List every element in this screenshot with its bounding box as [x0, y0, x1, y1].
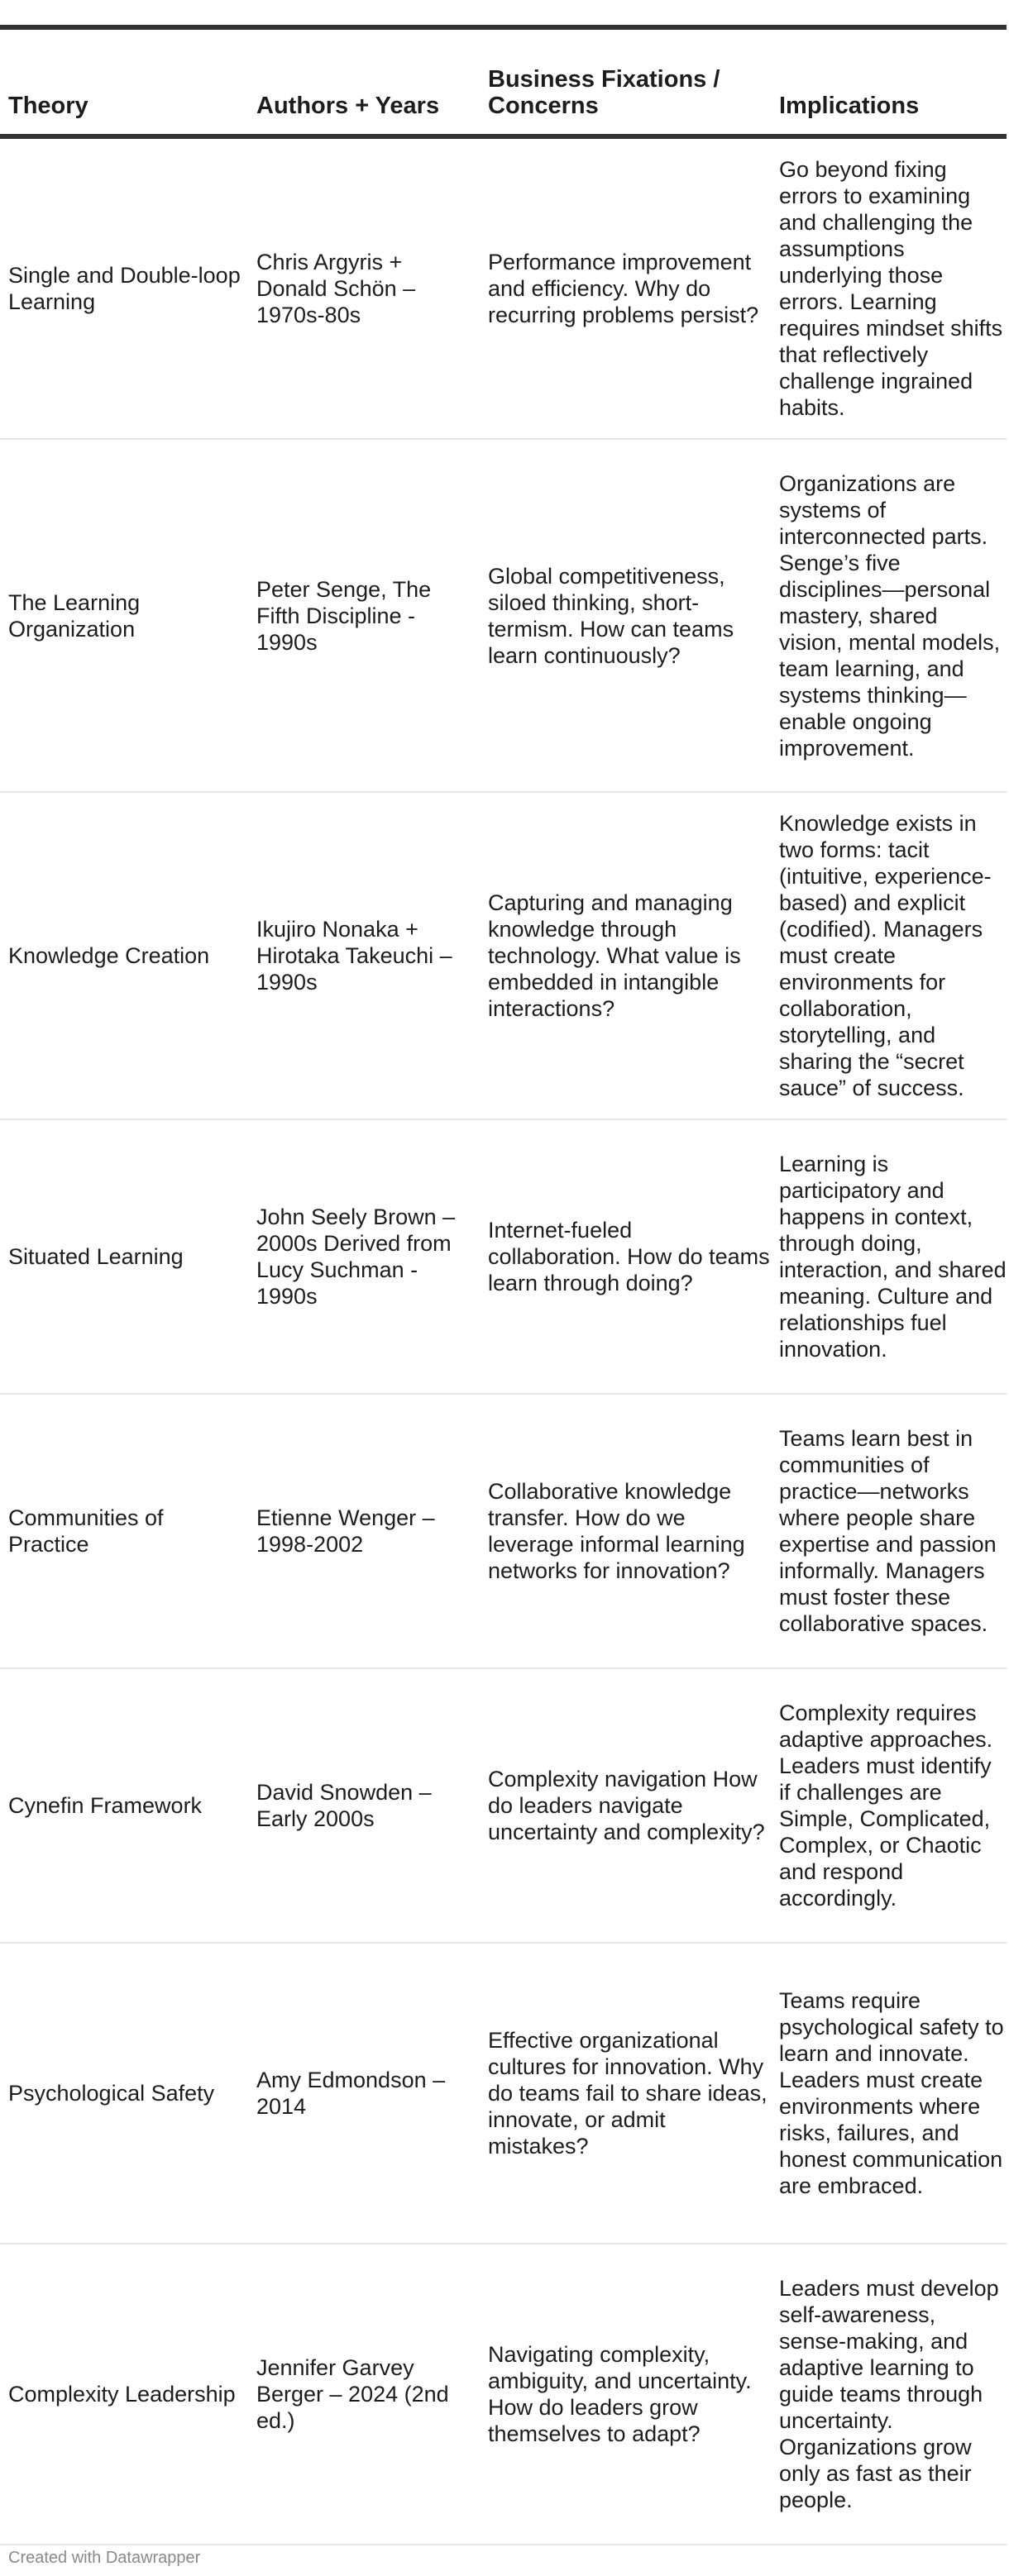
cell-theory: Cynefin Framework — [0, 1668, 248, 1943]
cell-authors: David Snowden – Early 2000s — [248, 1668, 480, 1943]
cell-authors: Amy Edmondson – 2014 — [248, 1943, 480, 2244]
table-row — [0, 439, 1007, 792]
cell-implications: Go beyond fixing errors to examining and challenging the assumptions underlying those errors. Learning requires mindset shifts that reflectively challenge ingrained habits. — [777, 136, 1007, 439]
theories-table — [0, 30, 1007, 2545]
cell-authors: Peter Senge, The Fifth Discipline - 1990s — [248, 439, 480, 792]
table-row — [0, 1119, 1007, 1394]
cell-theory: The Learning Organization — [0, 439, 248, 792]
table-row — [0, 1943, 1007, 2244]
header-implications: Implications — [777, 30, 1007, 136]
cell-authors: Jennifer Garvey Berger – 2024 (2nd ed.) — [248, 2244, 480, 2545]
header-authors-years: Authors + Years — [248, 30, 480, 136]
cell-authors: Chris Argyris + Donald Schön – 1970s-80s — [248, 136, 480, 439]
header-theory: Theory — [0, 30, 248, 136]
theory-table-container — [0, 25, 1007, 2545]
header-business-concerns: Business Fixations / Concerns — [480, 30, 777, 136]
cell-authors: Ikujiro Nonaka + Hirotaka Takeuchi – 1990s — [248, 792, 480, 1119]
table-row — [0, 2244, 1007, 2545]
cell-theory: Knowledge Creation — [0, 792, 248, 1119]
cell-implications: Organizations are systems of interconnected parts. Senge’s five disciplines—personal mastery, shared vision, mental models, team learning, and systems thinking—enable ongoing improvement. — [777, 439, 1007, 792]
cell-concerns: Internet-fueled collaboration. How do teams learn through doing? — [480, 1119, 777, 1394]
cell-concerns: Complexity navigation How do leaders navigate uncertainty and complexity? — [480, 1668, 777, 1943]
cell-implications: Leaders must develop self-awareness, sense-making, and adaptive learning to guide teams through uncertainty. Organizations grow only as fast as their people. — [777, 2244, 1007, 2545]
cell-theory: Psychological Safety — [0, 1943, 248, 2244]
table-row — [0, 136, 1007, 439]
datawrapper-credit: Created with Datawrapper — [8, 2549, 201, 2567]
cell-theory: Single and Double-loop Learning — [0, 136, 248, 439]
cell-authors: John Seely Brown – 2000s Derived from Lucy Suchman - 1990s — [248, 1119, 480, 1394]
table-row — [0, 1668, 1007, 1943]
cell-concerns: Global competitiveness, siloed thinking, short-termism. How can teams learn continuously? — [480, 439, 777, 792]
cell-concerns: Collaborative knowledge transfer. How do we leverage informal learning networks for innovation? — [480, 1394, 777, 1668]
table-row — [0, 792, 1007, 1119]
cell-implications: Teams learn best in communities of practice—networks where people share expertise and passion informally. Managers must foster these collaborative spaces. — [777, 1394, 1007, 1668]
cell-concerns: Performance improvement and efficiency. Why do recurring problems persist? — [480, 136, 777, 439]
table-row — [0, 1394, 1007, 1668]
cell-concerns: Capturing and managing knowledge through technology. What value is embedded in intangible interactions? — [480, 792, 777, 1119]
cell-implications: Teams require psychological safety to learn and innovate. Leaders must create environments where risks, failures, and honest communication are embraced. — [777, 1943, 1007, 2244]
cell-theory: Communities of Practice — [0, 1394, 248, 1668]
cell-concerns: Navigating complexity, ambiguity, and uncertainty. How do leaders grow themselves to adapt? — [480, 2244, 777, 2545]
cell-implications: Learning is participatory and happens in context, through doing, interaction, and shared meaning. Culture and relationships fuel innovation. — [777, 1119, 1007, 1394]
cell-implications: Knowledge exists in two forms: tacit (intuitive, experience-based) and explicit (codified). Managers must create environments for collaboration, storytelling, and sharing the “secret sauce” of success. — [777, 792, 1007, 1119]
cell-theory: Complexity Leadership — [0, 2244, 248, 2545]
cell-theory: Situated Learning — [0, 1119, 248, 1394]
cell-concerns: Effective organizational cultures for innovation. Why do teams fail to share ideas, innovate, or admit mistakes? — [480, 1943, 777, 2244]
cell-implications: Complexity requires adaptive approaches. Leaders must identify if challenges are Simple, Complicated, Complex, or Chaotic and respond accordingly. — [777, 1668, 1007, 1943]
table-header-row — [0, 30, 1007, 136]
cell-authors: Etienne Wenger – 1998-2002 — [248, 1394, 480, 1668]
